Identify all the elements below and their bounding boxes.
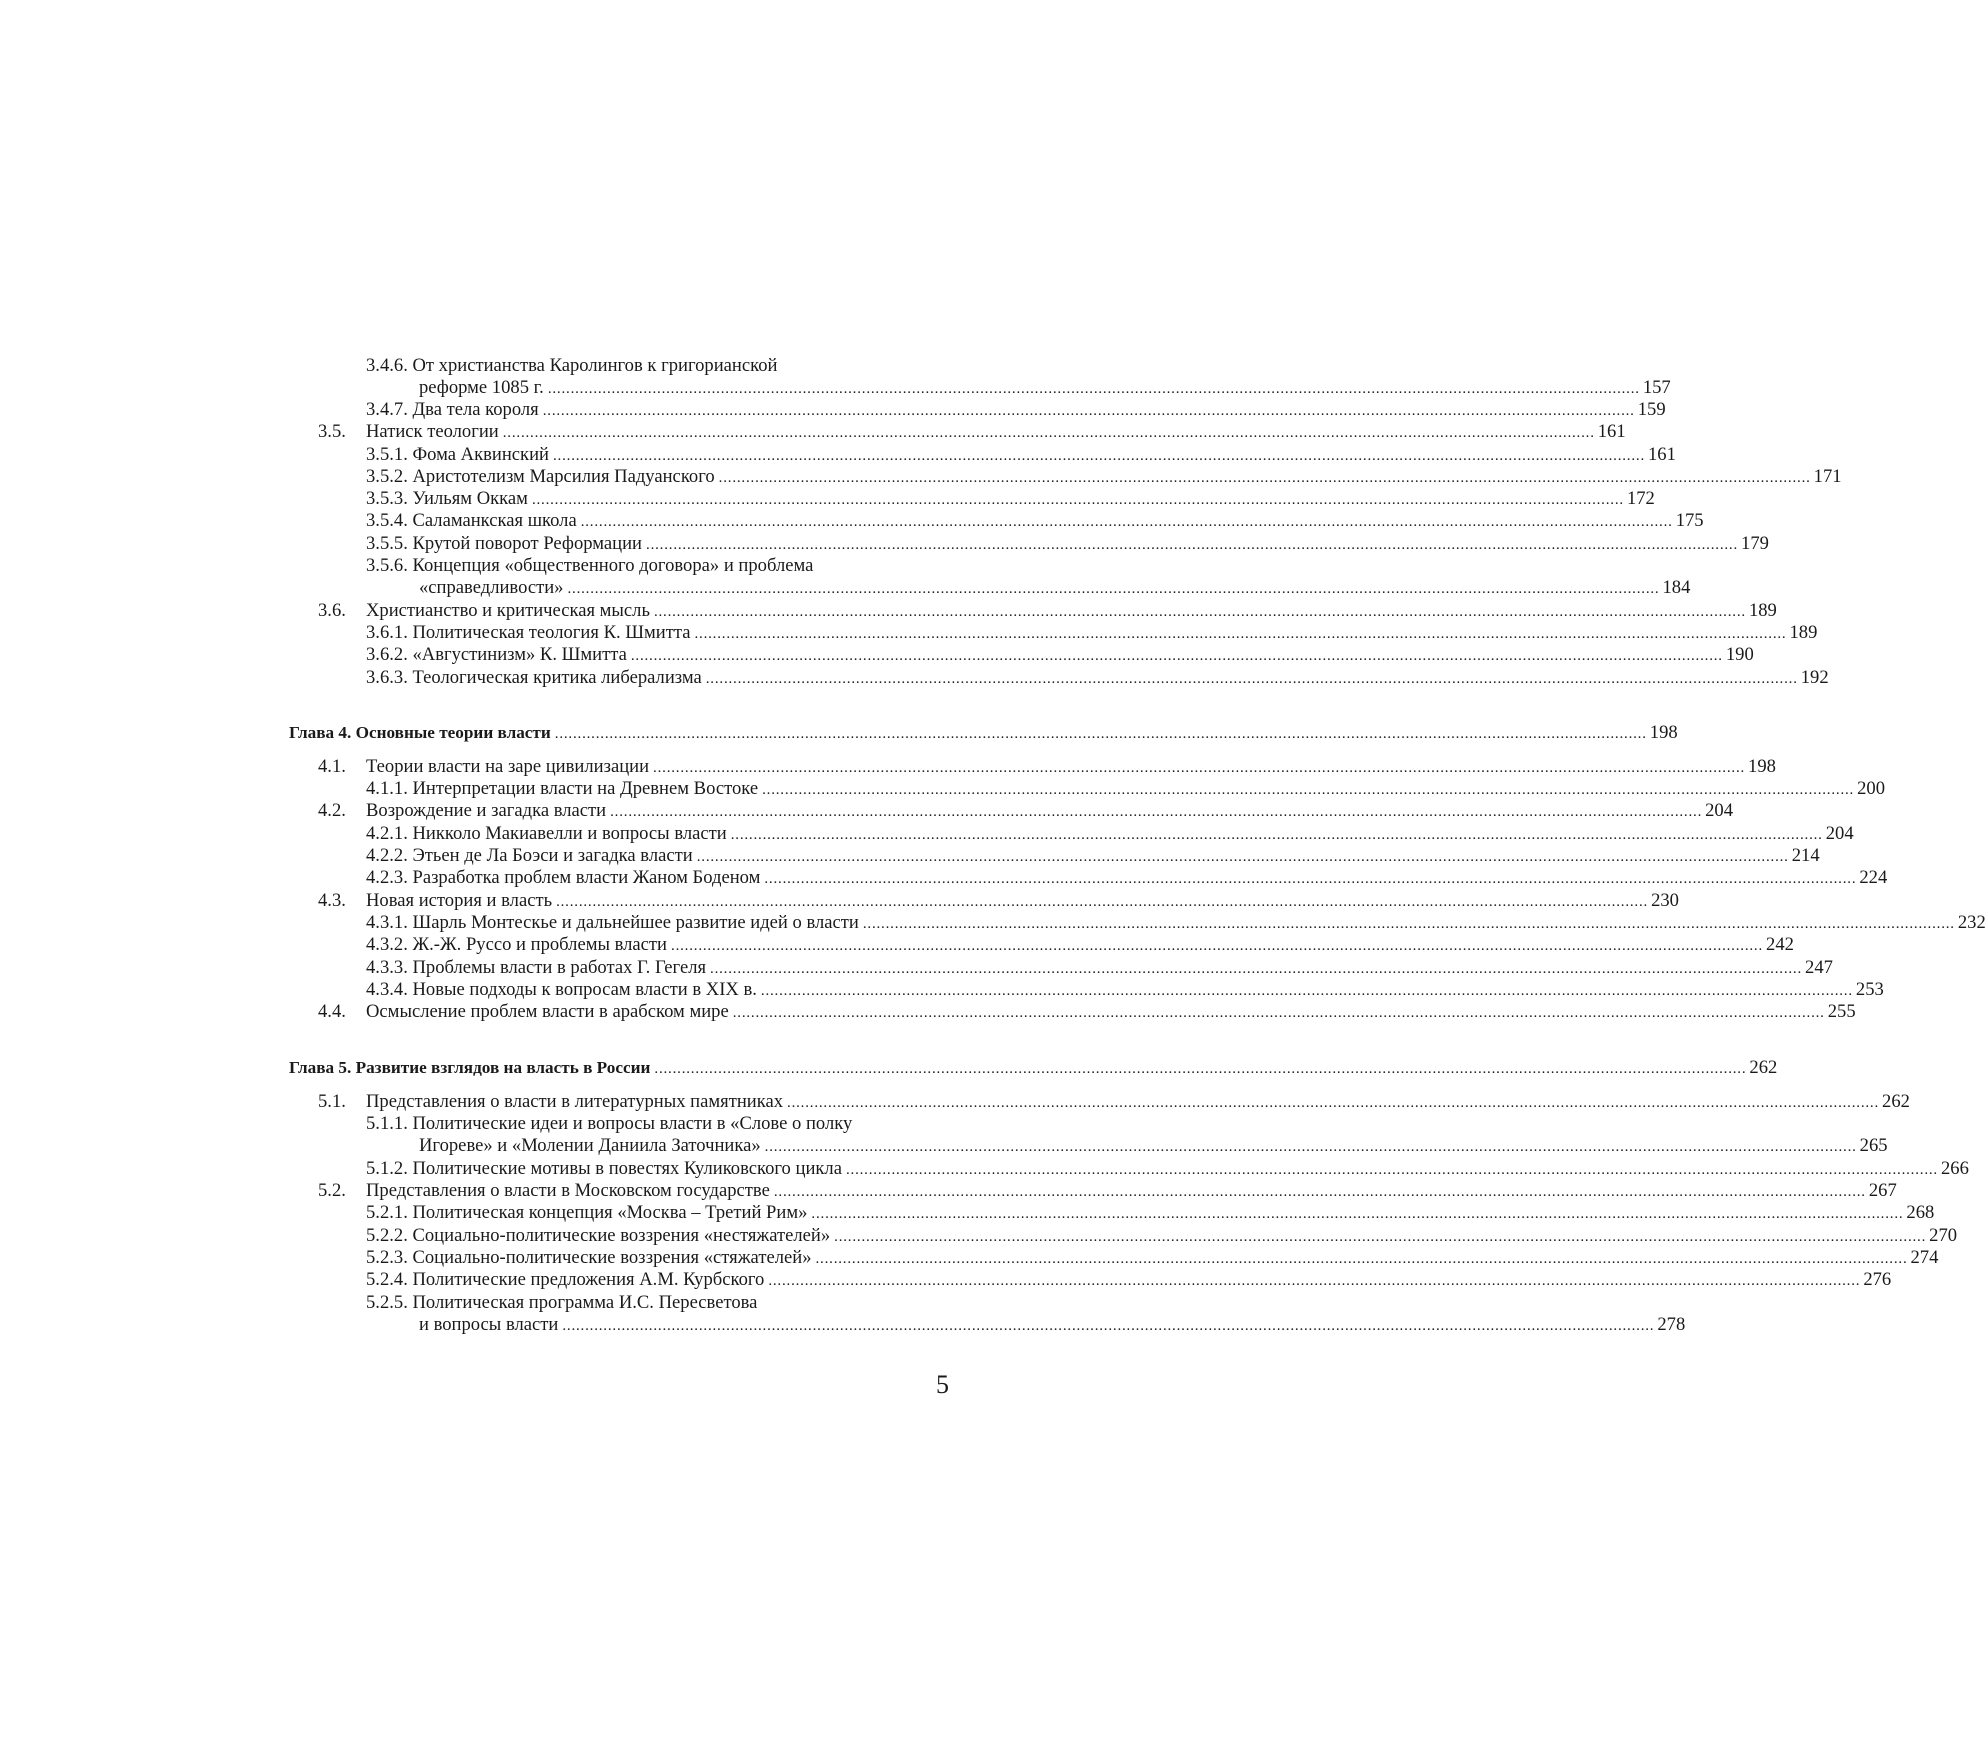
section-number: 3.6. — [318, 600, 346, 621]
toc-entry — [366, 531, 1769, 555]
section-number: 5.2. — [318, 1180, 346, 1201]
toc-entry — [318, 888, 1679, 912]
entry-page-number: 161 — [1648, 444, 1676, 465]
dot-leader: ................................................................................................................................................................................................................................................ — [764, 871, 1857, 887]
entry-title: 5.2.5. Политическая программа И.С. Пересветова — [366, 1292, 758, 1313]
toc-entry — [318, 1089, 1910, 1113]
entry-title: 5.2.2. Социально-политические воззрения «нестяжателей» — [366, 1225, 831, 1246]
dot-leader: ................................................................................................................................................................................................................................................ — [710, 961, 1803, 977]
section-number: 4.3. — [318, 890, 346, 911]
dot-leader: ................................................................................................................................................................................................................................................ — [542, 403, 1635, 419]
entry-page-number: 262 — [1749, 1057, 1778, 1078]
dot-leader: ................................................................................................................................................................................................................................................ — [811, 1206, 1904, 1222]
dot-leader: ................................................................................................................................................................................................................................................ — [730, 827, 1823, 843]
toc-entry — [419, 575, 1691, 599]
toc-entry — [318, 1178, 1897, 1202]
dot-leader: ................................................................................................................................................................................................................................................ — [580, 514, 1673, 530]
toc-entry — [318, 999, 1856, 1023]
entry-title: 5.1.2. Политические мотивы в повестях Куликовского цикла — [366, 1158, 842, 1179]
entry-title: Натиск теологии — [366, 421, 499, 442]
entry-page-number: 262 — [1882, 1091, 1910, 1112]
dot-leader: ................................................................................................................................................................................................................................................ — [760, 983, 1853, 999]
dot-leader: ................................................................................................................................................................................................................................................ — [653, 760, 1746, 776]
toc-entry — [366, 397, 1666, 421]
entry-title: 5.2.4. Политические предложения А.М. Курбского — [366, 1269, 765, 1290]
entry-title: 3.4.7. Два тела короля — [366, 399, 539, 420]
dot-leader: ................................................................................................................................................................................................................................................ — [787, 1095, 1880, 1111]
entry-title: 3.5.2. Аристотелизм Марсилия Падуанского — [366, 466, 715, 487]
entry-title: 4.2.3. Разработка проблем власти Жаном Боденом — [366, 867, 761, 888]
entry-title: «справедливости» — [419, 577, 564, 598]
dot-leader: ................................................................................................................................................................................................................................................ — [553, 448, 1645, 464]
page-number: 5 — [936, 1370, 949, 1399]
entry-page-number: 179 — [1741, 533, 1769, 554]
toc-entry — [366, 553, 952, 577]
section-number: 3.5. — [318, 421, 346, 442]
entry-page-number: 255 — [1827, 1001, 1856, 1022]
toc-entry — [366, 508, 1704, 532]
entry-page-number: 198 — [1748, 756, 1776, 777]
toc-entry — [366, 1156, 1969, 1180]
entry-page-number: 278 — [1657, 1314, 1686, 1335]
dot-leader: ................................................................................................................................................................................................................................................ — [654, 1061, 1747, 1077]
dot-leader: ................................................................................................................................................................................................................................................ — [773, 1184, 1866, 1200]
toc-entry — [366, 1200, 1935, 1224]
entry-title: Теории власти на заре цивилизации — [366, 756, 650, 777]
section-number: 4.2. — [318, 800, 346, 821]
entry-title: 3.6.3. Теологическая критика либерализма — [366, 667, 702, 688]
entry-title: 4.1.1. Интерпретации власти на Древнем Востоке — [366, 778, 759, 799]
entry-title: 3.5.1. Фома Аквинский — [366, 444, 549, 465]
toc-entry — [366, 910, 1986, 934]
toc-entry — [419, 1312, 1686, 1336]
toc-entry — [318, 754, 1776, 778]
entry-page-number: 274 — [1910, 1247, 1939, 1268]
dot-leader: ................................................................................................................................................................................................................................................ — [671, 938, 1764, 954]
chapter-entry — [289, 1055, 1778, 1079]
entry-page-number: 247 — [1805, 957, 1833, 978]
dot-leader: ................................................................................................................................................................................................................................................ — [653, 604, 1746, 620]
dot-leader: ................................................................................................................................................................................................................................................ — [694, 626, 1787, 642]
section-number: 4.4. — [318, 1001, 346, 1022]
section-number: 5.1. — [318, 1091, 346, 1112]
entry-page-number: 253 — [1855, 979, 1884, 1000]
entry-page-number: 198 — [1649, 722, 1678, 743]
toc-entry — [318, 798, 1734, 822]
entry-title: 4.3.2. Ж.-Ж. Руссо и проблемы власти — [366, 934, 668, 955]
dot-leader: ................................................................................................................................................................................................................................................ — [630, 648, 1723, 664]
entry-title: Представления о власти в литературных памятниках — [366, 1091, 784, 1112]
entry-title: Глава 4. Основные теории власти — [289, 723, 551, 742]
dot-leader: ................................................................................................................................................................................................................................................ — [862, 916, 1955, 932]
dot-leader: ................................................................................................................................................................................................................................................ — [815, 1251, 1908, 1267]
entry-page-number: 276 — [1863, 1269, 1892, 1290]
dot-leader: ................................................................................................................................................................................................................................................ — [834, 1229, 1927, 1245]
toc-entry — [366, 955, 1833, 979]
dot-leader: ................................................................................................................................................................................................................................................ — [562, 1318, 1655, 1334]
toc-entry — [366, 865, 1888, 889]
dot-leader: ................................................................................................................................................................................................................................................ — [502, 425, 1595, 441]
entry-title: Представления о власти в Московском государстве — [366, 1180, 770, 1201]
toc-entry — [366, 486, 1655, 510]
entry-page-number: 232 — [1957, 912, 1986, 933]
dot-leader: ................................................................................................................................................................................................................................................ — [718, 470, 1811, 486]
toc-entry — [366, 1290, 952, 1314]
entry-title: 5.1.1. Политические идеи и вопросы власти в «Слове о полку — [366, 1113, 853, 1134]
dot-leader: ................................................................................................................................................................................................................................................ — [547, 381, 1640, 397]
entry-title: 3.4.6. От христианства Каролингов к григорианской — [366, 355, 778, 376]
entry-title: 3.5.5. Крутой поворот Реформации — [366, 533, 643, 554]
entry-title: Глава 5. Развитие взглядов на власть в России — [289, 1058, 651, 1077]
entry-title: Возрождение и загадка власти — [366, 800, 607, 821]
dot-leader: ................................................................................................................................................................................................................................................ — [646, 537, 1739, 553]
toc-entry — [318, 598, 1777, 622]
dot-leader: ................................................................................................................................................................................................................................................ — [732, 1005, 1825, 1021]
entry-page-number: 265 — [1859, 1135, 1888, 1156]
entry-title: реформе 1085 г. — [419, 377, 544, 398]
entry-page-number: 189 — [1789, 622, 1818, 643]
entry-title: 3.5.6. Концепция «общественного договора» и проблема — [366, 555, 814, 576]
toc-entry — [419, 375, 1671, 399]
entry-page-number: 189 — [1748, 600, 1777, 621]
toc-entry — [366, 977, 1884, 1001]
toc-entry — [366, 776, 1885, 800]
entry-page-number: 190 — [1725, 644, 1754, 665]
dot-leader: ................................................................................................................................................................................................................................................ — [556, 894, 1649, 910]
chapter-entry — [289, 720, 1678, 744]
toc-entry — [366, 464, 1842, 488]
entry-title: и вопросы власти — [419, 1314, 559, 1335]
entry-page-number: 267 — [1868, 1180, 1897, 1201]
toc-entry — [366, 665, 1829, 689]
entry-page-number: 266 — [1940, 1158, 1969, 1179]
entry-title: Осмысление проблем власти в арабском мире — [366, 1001, 729, 1022]
dot-leader: ................................................................................................................................................................................................................................................ — [705, 671, 1798, 687]
toc-entry — [366, 1267, 1892, 1291]
entry-page-number: 200 — [1857, 778, 1885, 799]
entry-page-number: 204 — [1705, 800, 1734, 821]
entry-page-number: 175 — [1675, 510, 1704, 531]
toc-entry — [366, 1111, 952, 1135]
entry-title: 3.6.1. Политическая теология К. Шмитта — [366, 622, 691, 643]
entry-title: 3.6.2. «Августинизм» К. Шмитта — [366, 644, 627, 665]
dot-leader: ................................................................................................................................................................................................................................................ — [567, 581, 1660, 597]
entry-title: Новая история и власть — [366, 890, 553, 911]
entry-page-number: 230 — [1651, 890, 1679, 911]
entry-page-number: 270 — [1929, 1225, 1958, 1246]
entry-title: 3.5.4. Саламанкская школа — [366, 510, 577, 531]
dot-leader: ................................................................................................................................................................................................................................................ — [610, 804, 1703, 820]
entry-page-number: 171 — [1813, 466, 1842, 487]
dot-leader: ................................................................................................................................................................................................................................................ — [696, 849, 1789, 865]
entry-page-number: 268 — [1906, 1202, 1935, 1223]
toc-entry — [366, 642, 1754, 666]
dot-leader: ................................................................................................................................................................................................................................................ — [845, 1162, 1938, 1178]
toc-entry — [419, 1133, 1888, 1157]
entry-page-number: 157 — [1642, 377, 1671, 398]
entry-title: 4.2.2. Этьен де Ла Боэси и загадка власти — [366, 845, 693, 866]
entry-title: Игореве» и «Молении Даниила Заточника» — [419, 1135, 761, 1156]
entry-page-number: 161 — [1597, 421, 1626, 442]
entry-title: 5.2.1. Политическая концепция «Москва – Третий Рим» — [366, 1202, 808, 1223]
entry-title: 4.3.3. Проблемы власти в работах Г. Гегеля — [366, 957, 707, 978]
section-number: 4.1. — [318, 756, 346, 777]
entry-title: 5.2.3. Социально-политические воззрения «стяжателей» — [366, 1247, 812, 1268]
entry-title: Христианство и критическая мысль — [366, 600, 650, 621]
toc-entry — [366, 821, 1854, 845]
dot-leader: ................................................................................................................................................................................................................................................ — [762, 782, 1855, 798]
entry-page-number: 204 — [1825, 823, 1854, 844]
toc-entry — [366, 843, 1820, 867]
dot-leader: ................................................................................................................................................................................................................................................ — [764, 1139, 1857, 1155]
toc-entry — [366, 353, 952, 377]
entry-page-number: 242 — [1766, 934, 1794, 955]
dot-leader: ................................................................................................................................................................................................................................................ — [531, 492, 1624, 508]
entry-title: 4.2.1. Никколо Макиавелли и вопросы власти — [366, 823, 727, 844]
toc-entry — [366, 1223, 1958, 1247]
entry-page-number: 224 — [1859, 867, 1888, 888]
toc-entry — [366, 620, 1818, 644]
dot-leader: ................................................................................................................................................................................................................................................ — [554, 726, 1647, 742]
entry-title: 4.3.4. Новые подходы к вопросам власти в XIX в. — [366, 979, 757, 1000]
entry-page-number: 214 — [1791, 845, 1820, 866]
entry-page-number: 172 — [1626, 488, 1655, 509]
dot-leader: ................................................................................................................................................................................................................................................ — [768, 1273, 1861, 1289]
entry-page-number: 184 — [1662, 577, 1691, 598]
toc-entry — [366, 1245, 1939, 1269]
entry-title: 4.3.1. Шарль Монтескье и дальнейшее развитие идей о власти — [366, 912, 859, 933]
toc-entry — [366, 442, 1676, 466]
entry-page-number: 192 — [1800, 667, 1829, 688]
entry-title: 3.5.3. Уильям Оккам — [366, 488, 528, 509]
toc-entry — [366, 932, 1794, 956]
toc-entry — [318, 419, 1626, 443]
entry-page-number: 159 — [1637, 399, 1666, 420]
